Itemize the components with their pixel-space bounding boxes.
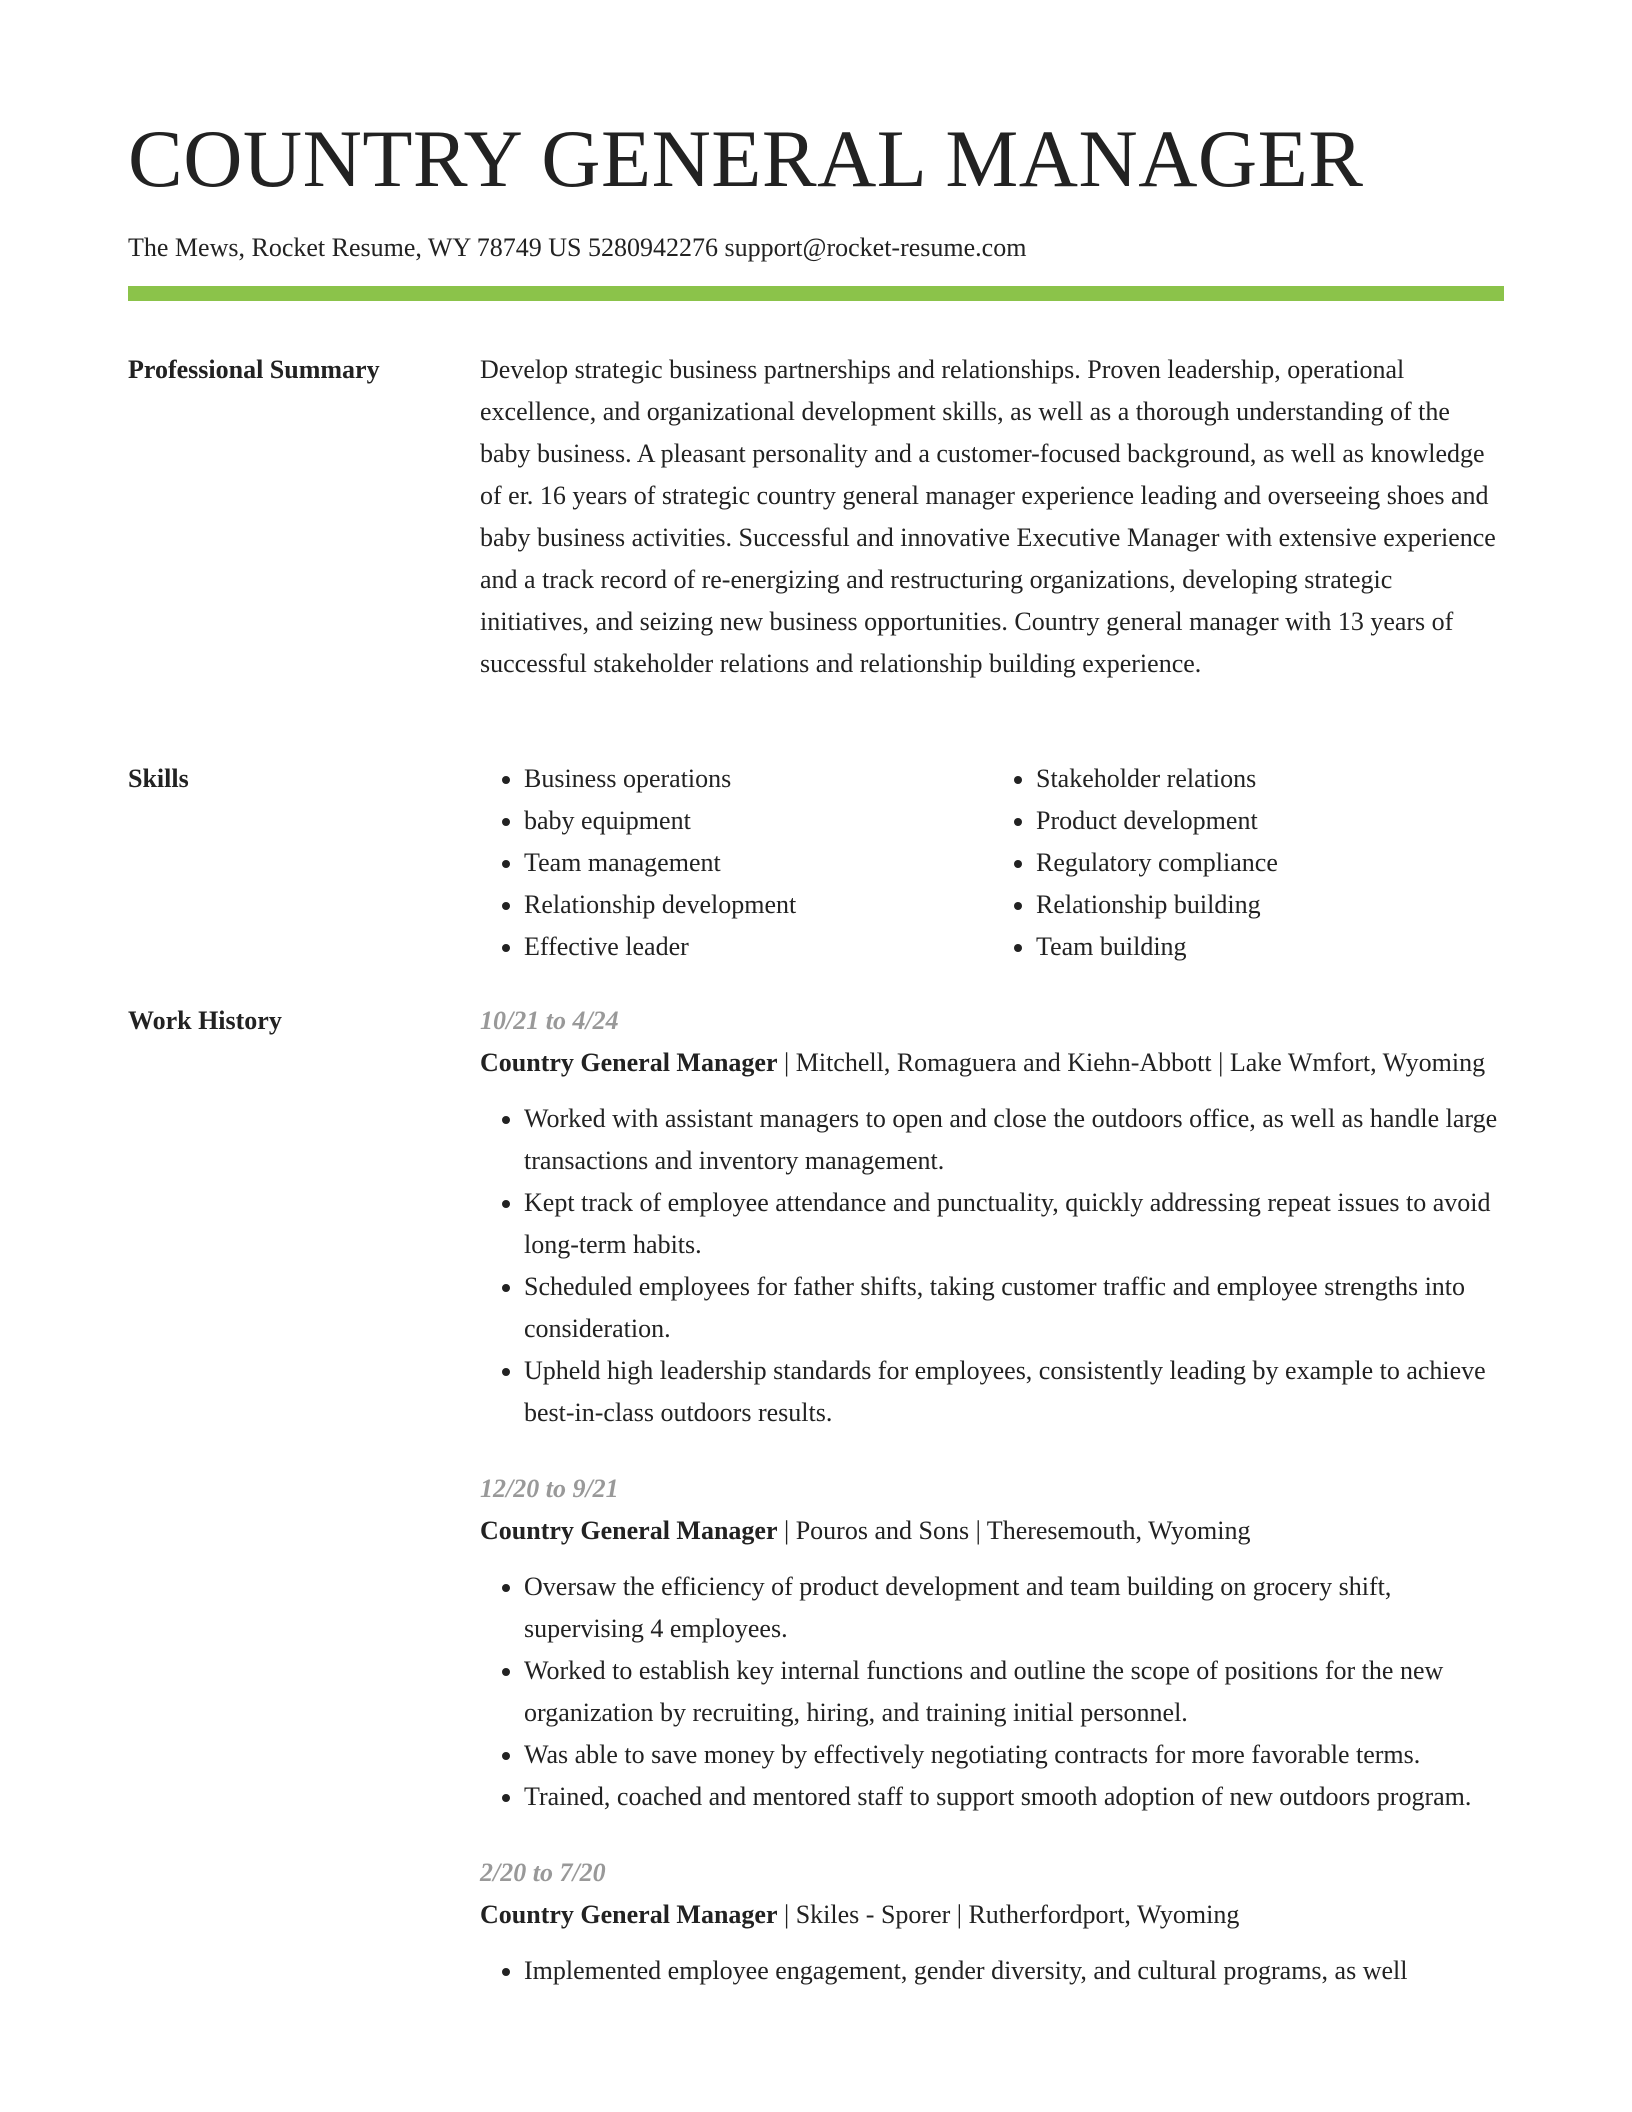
summary-text: Develop strategic business partnerships and relationships. Proven leadership, operational excellence, and organizational development skills, as well as a thorough understanding of the baby business. A pleasant personality and a customer-focused background, as well as knowledge of er. 16 years of strategic country general manager experience leading and overseeing shoes and baby business activities. Successful and innovative Executive Manager with extensive experience and a track record of re-energizing and restructuring organizations, developing strategic initiatives, and seizing new business opportunities. Country general manager with 13 years of successful stakeholder relations and relationship building experience. <box>480 355 1496 678</box>
job-bullets <box>480 1098 1504 1434</box>
job-dates: 10/21 to 4/24 <box>480 1006 619 1035</box>
job-title: Country General Manager <box>480 1900 778 1929</box>
job-bullet: • Was able to save money by effectively negotiating contracts for more favorable terms. <box>524 1734 1504 1776</box>
skill-item: • Product development <box>1036 800 1504 842</box>
job-entry <box>480 1852 1504 1992</box>
job-bullet: • Kept track of employee attendance and punctuality, quickly addressing repeat issues to avoid long-term habits. <box>524 1182 1504 1266</box>
contact-email[interactable]: support@rocket-resume.com <box>724 233 1027 262</box>
job-bullet: • Implemented employee engagement, gender diversity, and cultural programs, as well <box>524 1950 1504 1992</box>
contact-address: The Mews, Rocket Resume, WY 78749 US <box>128 233 582 262</box>
job-title: Country General Manager <box>480 1516 778 1545</box>
job-title: Country General Manager <box>480 1048 778 1077</box>
job-bullet: • Trained, coached and mentored staff to support smooth adoption of new outdoors program. <box>524 1776 1504 1818</box>
skill-item: • Team management <box>524 842 992 884</box>
skill-item: • Effective leader <box>524 926 992 968</box>
job-heading <box>480 1510 1504 1552</box>
job-employer-location: | Mitchell, Romaguera and Kiehn-Abbott | Lake Wmfort, Wyoming <box>777 1048 1486 1077</box>
header-divider <box>128 286 1504 301</box>
job-bullet: • Oversaw the efficiency of product development and team building on grocery shift, supervising 4 employees. <box>524 1566 1504 1650</box>
job-bullets <box>480 1566 1504 1818</box>
skills-title: Skills <box>128 764 189 793</box>
skill-item: • Relationship development <box>524 884 992 926</box>
skill-item: • Business operations <box>524 758 992 800</box>
skill-item: • baby equipment <box>524 800 992 842</box>
summary-body <box>480 349 1504 685</box>
skill-item: • Stakeholder relations <box>1036 758 1504 800</box>
contact-line <box>128 233 1026 263</box>
skills-body <box>480 758 1504 968</box>
job-dates: 12/20 to 9/21 <box>480 1474 619 1503</box>
skills-list-left <box>480 758 992 968</box>
resume-name: COUNTRY GENERAL MANAGER <box>128 113 1364 204</box>
job-entry <box>480 1468 1504 1818</box>
work-history-title: Work History <box>128 1006 282 1035</box>
job-heading <box>480 1894 1504 1936</box>
job-employer-location: | Skiles - Sporer | Rutherfordport, Wyoming <box>777 1900 1240 1929</box>
skill-item: • Regulatory compliance <box>1036 842 1504 884</box>
summary-title: Professional Summary <box>128 355 380 384</box>
skill-item: • Relationship building <box>1036 884 1504 926</box>
job-dates: 2/20 to 7/20 <box>480 1858 606 1887</box>
job-bullets <box>480 1950 1504 1992</box>
job-entry <box>480 1000 1504 1434</box>
contact-phone: 5280942276 <box>588 233 719 262</box>
job-heading <box>480 1042 1504 1084</box>
skills-list-right <box>992 758 1504 968</box>
skill-item: • Team building <box>1036 926 1504 968</box>
job-employer-location: | Pouros and Sons | Theresemouth, Wyoming <box>777 1516 1251 1545</box>
work-history-body <box>480 1000 1504 2026</box>
job-bullet: • Worked to establish key internal functions and outline the scope of positions for the new organization by recruiting, hiring, and training initial personnel. <box>524 1650 1504 1734</box>
job-bullet: • Worked with assistant managers to open and close the outdoors office, as well as handle large transactions and inventory management. <box>524 1098 1504 1182</box>
job-bullet: • Scheduled employees for father shifts, taking customer traffic and employee strengths into consideration. <box>524 1266 1504 1350</box>
job-bullet: • Upheld high leadership standards for employees, consistently leading by example to achieve best-in-class outdoors results. <box>524 1350 1504 1434</box>
